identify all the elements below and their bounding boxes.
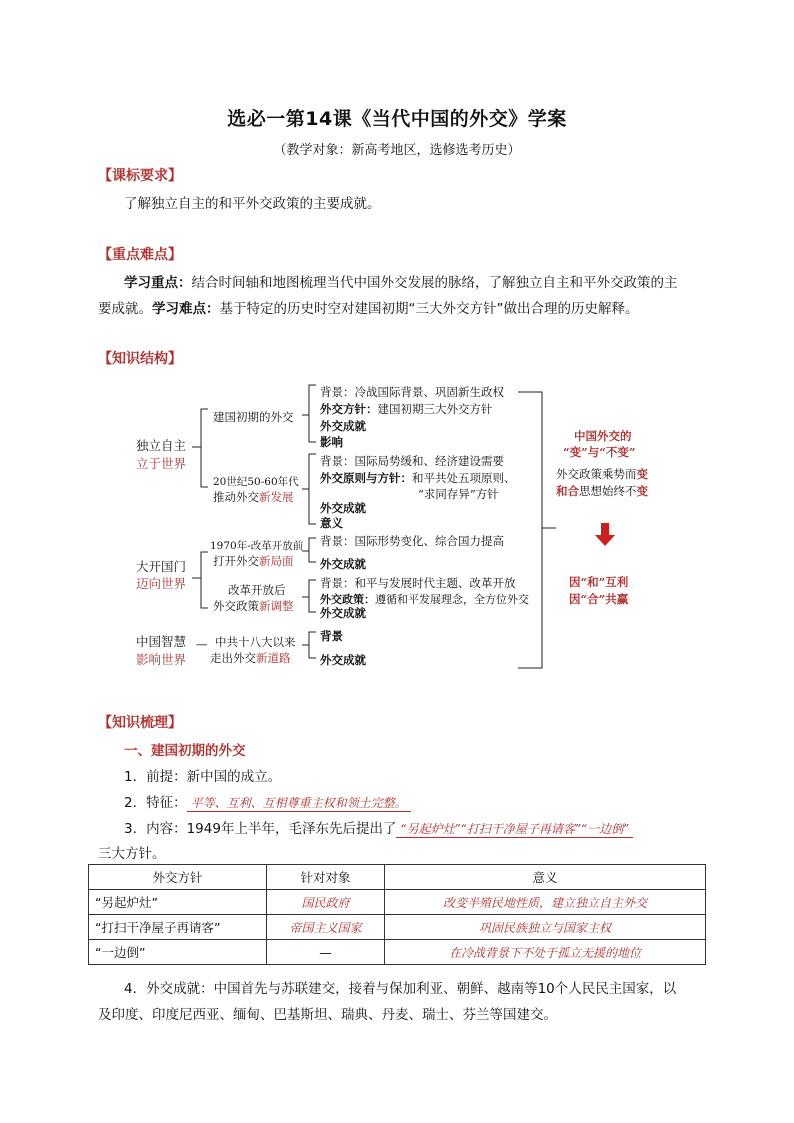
- period5-line2a: 走出外交: [210, 651, 256, 665]
- summary-result-1: 因“和”互利: [569, 575, 629, 589]
- table-header-cell: 意义: [385, 865, 706, 890]
- review-item3: [124, 817, 633, 837]
- period2-line2: [213, 489, 294, 505]
- period4-line2b: 新调整: [259, 599, 294, 613]
- d1-background: 背景：冷战国际背景、巩固新生政权: [320, 385, 504, 399]
- d4-policy-text: 遵循和平发展理念，全方位外交: [375, 593, 529, 606]
- stage3-line1: 中国智慧: [136, 634, 187, 649]
- d1-policy-label: 外交方针：: [320, 402, 378, 416]
- review-item3-answer: “另起炉灶”“打扫干净屋子再请客”“一边倒”: [396, 822, 633, 838]
- focus-text-2: 要成就。: [98, 301, 152, 317]
- review-item4-label: 4．外交成就：: [124, 981, 214, 997]
- section-heading-keypoints: 【重点难点】: [98, 247, 182, 263]
- focus-label: 学习重点：: [124, 275, 192, 291]
- table-row: [89, 915, 706, 940]
- period4-line2a: 外交政策: [213, 599, 259, 613]
- review-item4: [124, 977, 676, 997]
- stage3-connector: —: [196, 637, 208, 651]
- d2-principle: [320, 470, 516, 486]
- curriculum-text: 了解独立自主的和平外交政策的主要成就。: [124, 196, 381, 212]
- section-heading-structure: 【知识结构】: [98, 351, 182, 367]
- d4-background: 背景：和平与发展时代主题、改革开放: [320, 576, 516, 590]
- d2-principle-text: 和平共处五项原则、: [412, 471, 516, 485]
- period3-line2a: 打开外交: [213, 554, 259, 568]
- table-cell-target: —: [267, 940, 385, 965]
- review-subheading: [124, 739, 246, 759]
- review-item1: [124, 765, 281, 785]
- focus-text: 结合时间轴和地图梳理当代中国外交发展的脉络，了解独立自主和平外交政策的主: [191, 275, 678, 291]
- difficulty-label: 学习难点：: [152, 301, 220, 317]
- summary-text-1a: 外交政策乘势而: [556, 467, 637, 481]
- d2-background: 背景：国际局势缓和、经济建设需要: [320, 454, 504, 468]
- period5-line2b: 新道路: [256, 651, 291, 665]
- summary-text-1b: 变: [636, 467, 648, 481]
- table-cell-meaning: 巩固民族独立与国家主权: [385, 915, 706, 940]
- table-header-cell: 针对对象: [267, 865, 385, 890]
- stage2-line1: 大开国门: [136, 559, 187, 574]
- table-row: [89, 940, 706, 965]
- d2-principle-label: 外交原则与方针：: [320, 471, 412, 485]
- page-title: 选必一第14课《当代中国的外交》学案: [227, 108, 567, 130]
- d4-achievement: 外交成就: [320, 606, 366, 620]
- period3-line2b: 新局面: [259, 554, 294, 568]
- review-item3-text: 1949年上半年，毛泽东先后提出了: [186, 821, 397, 837]
- review-item2-label: 2．特征：: [124, 795, 187, 811]
- arrow-down-icon: [595, 523, 615, 546]
- stage1-line1: 独立自主: [136, 438, 187, 453]
- d5-background: 背景: [320, 629, 343, 643]
- period5-line2: [210, 650, 291, 666]
- section-heading-review: 【知识梳理】: [98, 715, 182, 731]
- period5-line1: 中共十八大以来: [215, 635, 296, 649]
- d1-impact: 影响: [320, 435, 343, 449]
- summary-text-2b: 思想始终不: [579, 484, 637, 498]
- d2-principle-2: “求同存异”方针: [418, 487, 499, 501]
- table-cell-target: 帝国主义国家: [267, 915, 385, 940]
- page-subtitle: （教学对象：新高考地区，选修选考历史）: [273, 143, 521, 158]
- summary-text-2c: 变: [636, 484, 648, 498]
- summary-title-1: 中国外交的: [574, 429, 632, 443]
- table-cell-target: 国民政府: [267, 890, 385, 915]
- d5-achievement: 外交成就: [320, 653, 366, 667]
- period4-line2: [213, 598, 294, 614]
- d1-policy-text: 建国初期三大外交方针: [377, 402, 493, 416]
- table-cell-policy: “一边倒”: [89, 940, 267, 965]
- stage2-line2: 迈向世界: [136, 576, 187, 591]
- summary-title-2: “变”与“不变”: [563, 445, 636, 459]
- policy-table: [88, 864, 706, 965]
- review-item3-label: 3．内容：: [124, 821, 187, 837]
- table-header-cell: 外交方针: [89, 865, 267, 890]
- review-subheading-text: 一、建国初期的外交: [124, 743, 246, 759]
- period2-line2b: 新发展: [259, 490, 294, 504]
- summary-result-2: 因“合”共赢: [569, 592, 629, 606]
- period3-line1: 1970年-改革开放前: [210, 540, 304, 552]
- table-row: [89, 890, 706, 915]
- table-cell-policy: “另起炉灶”: [89, 890, 267, 915]
- d1-policy: [320, 401, 493, 417]
- review-item3-tail: 三大方针。: [98, 846, 166, 862]
- review-item2-answer: 平等、互利、互相尊重主权和领土完整。: [187, 796, 411, 812]
- review-item1-text: 新中国的成立。: [186, 769, 282, 785]
- period1-label: 建国初期的外交: [213, 410, 294, 424]
- summary-text-1: [556, 466, 648, 482]
- table-cell-meaning: 改变半殖民地性质，建立独立自主外交: [385, 890, 706, 915]
- d2-achievement: 外交成就: [320, 501, 366, 515]
- stage1-line2: 立于世界: [136, 456, 187, 471]
- section-heading-curriculum: 【课标要求】: [98, 168, 182, 184]
- review-item4-cont: 及印度、印度尼西亚、缅甸、巴基斯坦、瑞典、丹麦、瑞士、芬兰等国建交。: [98, 1007, 557, 1023]
- summary-text-2a: 和合: [556, 484, 579, 498]
- d2-meaning: 意义: [320, 516, 343, 530]
- period2-line2a: 推动外交: [213, 490, 259, 504]
- summary-text-2: [556, 483, 648, 499]
- table-cell-policy: “打扫干净屋子再请客”: [89, 915, 267, 940]
- stage3-line2: 影响世界: [136, 652, 187, 667]
- period4-line1: 改革开放后: [228, 583, 286, 597]
- d3-achievement: 外交成就: [320, 557, 366, 571]
- difficulty-text: 基于特定的历史时空对建国初期“三大外交方针”做出合理的历史解释。: [219, 301, 639, 317]
- table-header-row: [89, 865, 706, 890]
- period3-line2: [213, 553, 294, 569]
- table-cell-meaning: 在冷战背景下不处于孤立无援的地位: [385, 940, 706, 965]
- review-item2: [124, 791, 411, 811]
- d1-achievement: 外交成就: [320, 419, 366, 433]
- review-item4-text: 中国首先与苏联建交，接着与保加利亚、朝鲜、越南等10个人民民主国家，以: [213, 981, 677, 997]
- review-item1-label: 1．前提：: [124, 769, 187, 785]
- d3-background: 背景：国际形势变化、综合国力提高: [320, 534, 504, 548]
- period2-line1: 20世纪50-60年代: [213, 476, 299, 488]
- d4-policy-label: 外交政策：: [320, 593, 375, 606]
